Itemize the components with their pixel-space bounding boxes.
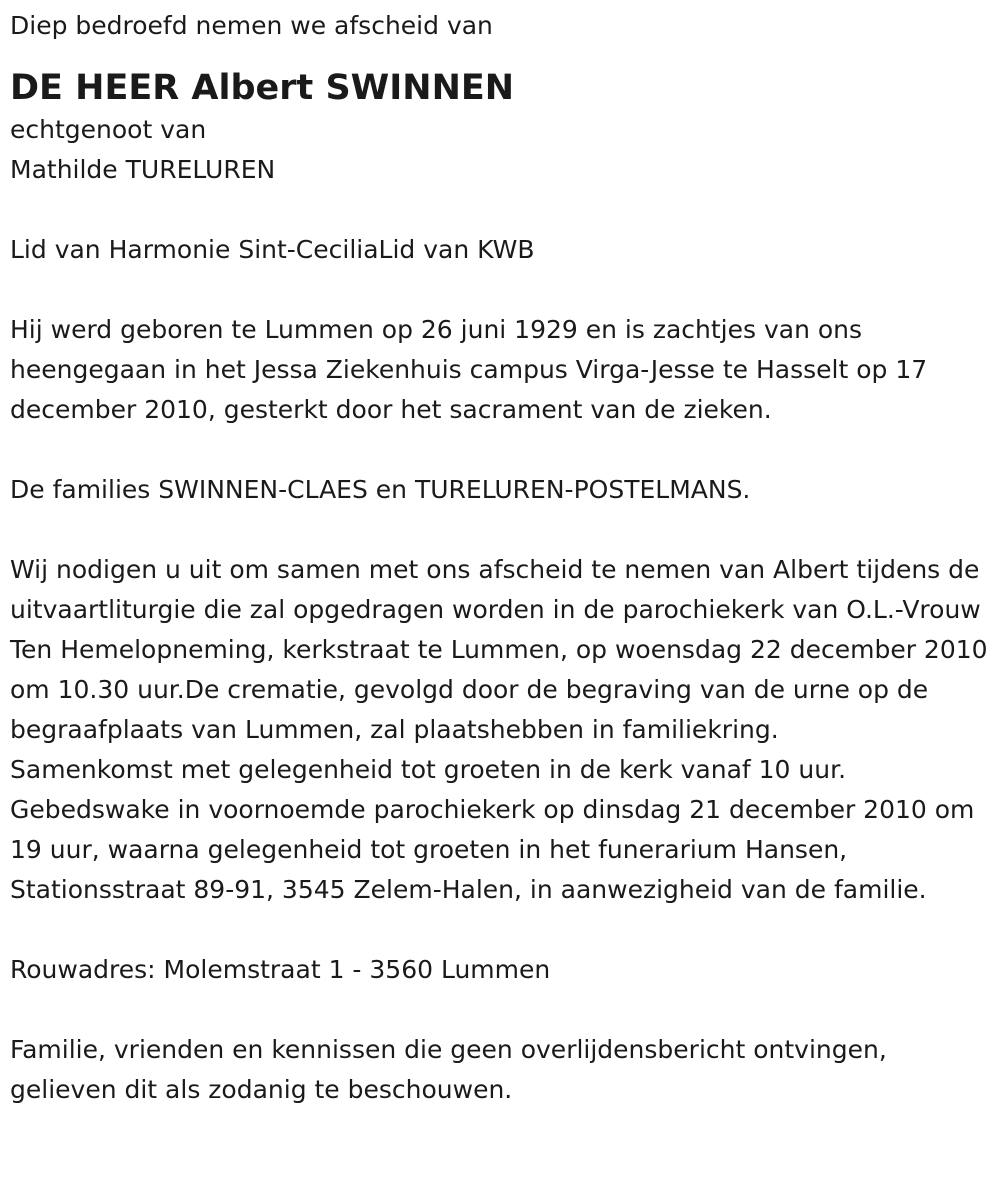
intro-text: Diep bedroefd nemen we afscheid van bbox=[10, 11, 493, 40]
families-text: De families SWINNEN-CLAES en TURELUREN-POSTELMANS. bbox=[10, 475, 751, 504]
invitation-paragraph: Wij nodigen u uit om samen met ons afscheid te nemen van Albert tijdens de uitvaartliturgie die zal opgedragen worden in de parochiekerk van O.L.-Vrouw Ten Hemelopneming, kerkstraat te Lummen, op woensdag 22 december 2010 om 10.30 uur.De crematie, gevolgd door de begraving van de urne op de begraafplaats van Lummen, zal plaatshebben in familiekring. bbox=[10, 555, 988, 744]
obituary-notice bbox=[10, 6, 995, 1110]
mourning-address: Rouwadres: Molemstraat 1 - 3560 Lummen bbox=[10, 955, 551, 984]
spouse-name: Mathilde TURELUREN bbox=[10, 155, 276, 184]
birth-death-paragraph: Hij werd geboren te Lummen op 26 juni 1929 en is zachtjes van ons heengegaan in het Jessa Ziekenhuis campus Virga-Jesse te Hasselt op 17 december 2010, gesterkt door het sacrament van de zieken. bbox=[10, 315, 928, 424]
closing-paragraph: Familie, vrienden en kennissen die geen overlijdensbericht ontvingen, gelieven dit als zodanig te beschouwen. bbox=[10, 1035, 887, 1104]
spouse-label: echtgenoot van bbox=[10, 115, 207, 144]
vigil-paragraph: Gebedswake in voornoemde parochiekerk op dinsdag 21 december 2010 om 19 uur, waarna gelegenheid tot groeten in het funerarium Hansen, Stationsstraat 89-91, 3545 Zelem-Halen, in aanwezigheid van de familie. bbox=[10, 795, 975, 904]
gathering-text: Samenkomst met gelegenheid tot groeten in de kerk vanaf 10 uur. bbox=[10, 755, 847, 784]
deceased-name: DE HEER Albert SWINNEN bbox=[10, 68, 515, 108]
memberships-text: Lid van Harmonie Sint-CeciliaLid van KWB bbox=[10, 235, 535, 264]
